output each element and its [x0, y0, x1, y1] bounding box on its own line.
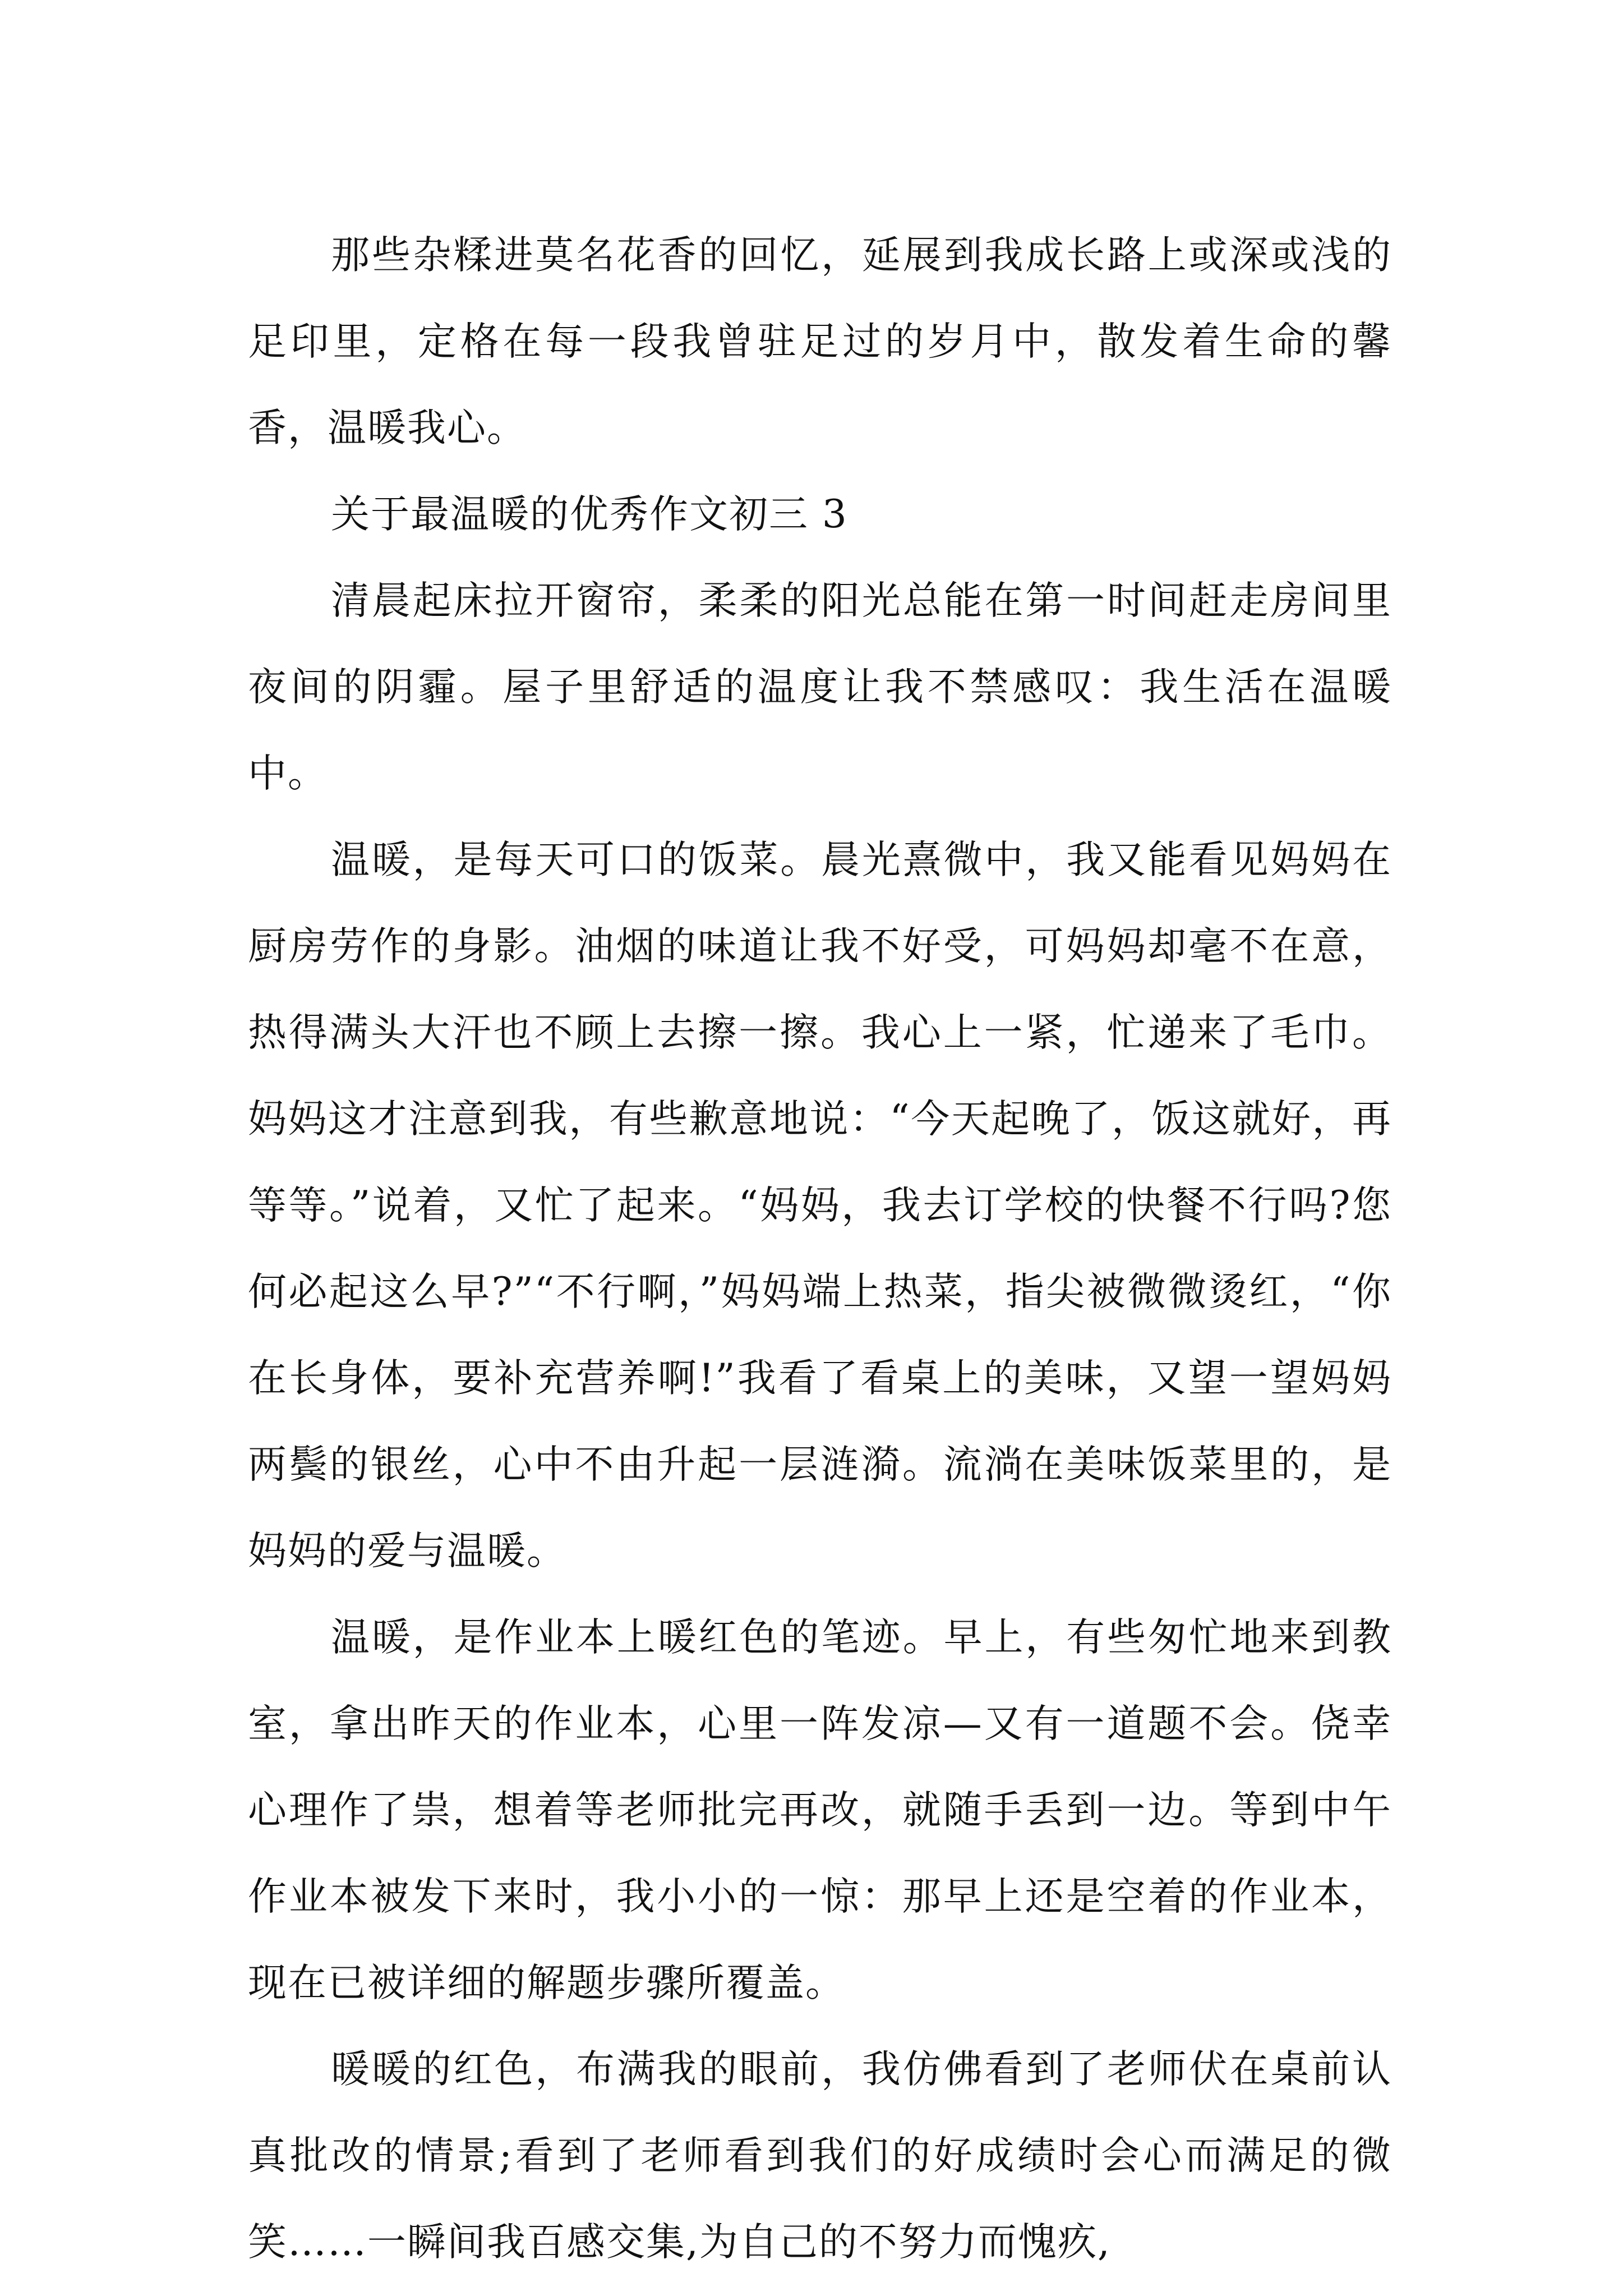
paragraph-morning: 清晨起床拉开窗帘，柔柔的阳光总能在第一时间赶走房间里夜间的阴霾。屋子里舒适的温度让我不禁感叹：我生活在温暖中。 [248, 578, 1392, 796]
paragraph-meals: 温暖，是每天可口的饭菜。晨光熹微中，我又能看见妈妈在厨房劳作的身影。油烟的味道让我不好受，可妈妈却毫不在意，热得满头大汗也不顾上去擦一擦。我心上一紧，忙递来了毛巾。妈妈这才注意到我，有些歉意地说：“今天起晚了，饭这就好，再等等。”说着，又忙了起来。“妈妈，我去订学校的快餐不行吗?您何必起这么早?”“不行啊，”妈妈端上热菜，指尖被微微烫红，“你在长身体，要补充营养啊!”我看了看桌上的美味，又望一望妈妈两鬓的银丝，心中不由升起一层涟漪。流淌在美味饭菜里的，是妈妈的爱与温暖。 [248, 838, 1392, 1573]
paragraph-memory: 那些杂糅进莫名花香的回忆，延展到我成长路上或深或浅的足印里，定格在每一段我曾驻足过的岁月中，散发着生命的馨香，温暖我心。 [248, 233, 1392, 450]
essay-title: 关于最温暖的优秀作文初三 3 [331, 492, 848, 537]
paragraph-red-marks: 暖暖的红色，布满我的眼前，我仿佛看到了老师伏在桌前认真批改的情景;看到了老师看到我们的好成绩时会心而满足的微笑……一瞬间我百感交集,为自己的不努力而愧疚, [248, 2047, 1392, 2265]
paragraph-homework: 温暖，是作业本上暖红色的笔迹。早上，有些匆忙地来到教室，拿出昨天的作业本，心里一阵发凉—又有一道题不会。侥幸心理作了祟，想着等老师批完再改，就随手丢到一边。等到中午作业本被发下来时，我小小的一惊：那早上还是空着的作业本，现在已被详细的解题步骤所覆盖。 [248, 1615, 1392, 2005]
document-body [248, 212, 1392, 2285]
